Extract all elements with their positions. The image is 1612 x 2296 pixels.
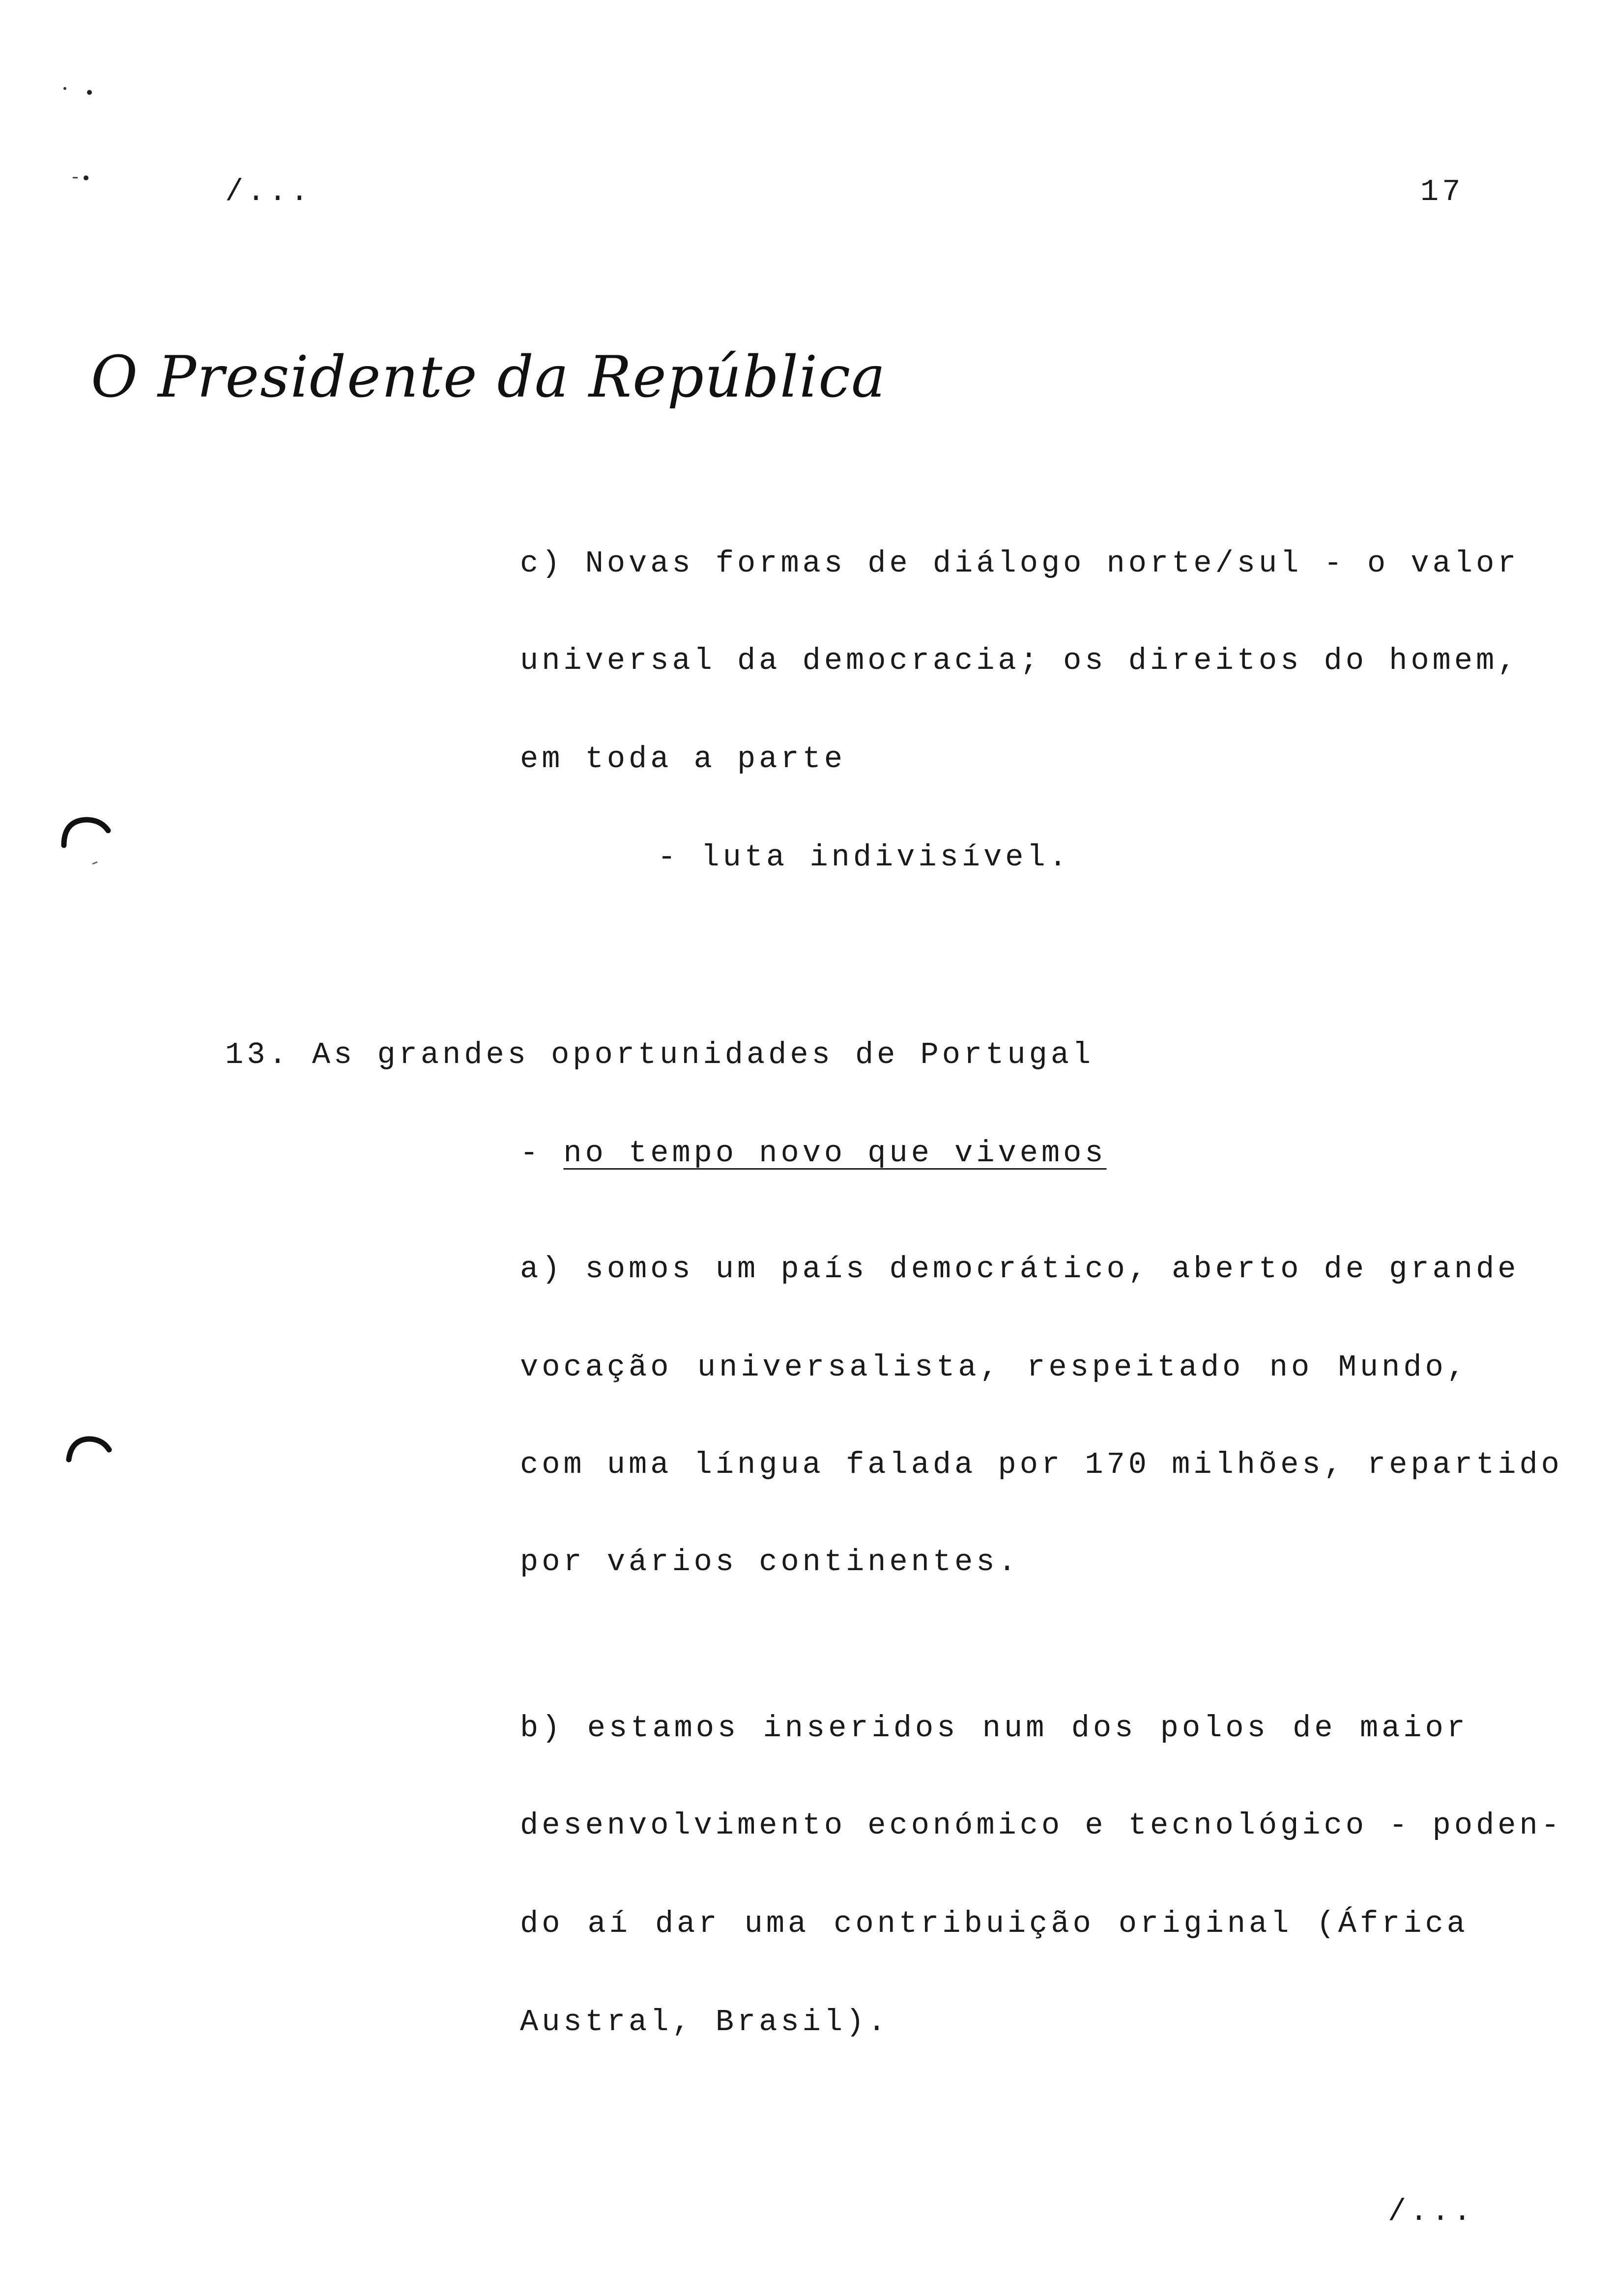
letterhead-title: O Presidente da República: [91, 344, 887, 410]
continuation-mark-bottom: /...: [1388, 2194, 1475, 2229]
item-a-line-2: vocação universalista, respeitado no Mundo,: [520, 1350, 1468, 1385]
margin-speck-marks: [59, 79, 98, 192]
section-c-line-3: em toda a parte: [520, 742, 846, 776]
item-b-line-4: Austral, Brasil).: [520, 2005, 890, 2039]
section-c-line-4: - luta indivisível.: [658, 840, 1070, 875]
section-13-heading: 13. As grandes oportunidades de Portugal: [225, 1037, 1094, 1072]
item-a-line-3: com uma língua falada por 170 milhões, repartido: [520, 1447, 1563, 1482]
subheading-dash: -: [520, 1136, 564, 1171]
item-b-line-2: desenvolvimento económico e tecnológico - poden-: [520, 1808, 1563, 1843]
continuation-mark-top: /...: [225, 174, 312, 209]
hole-punch-mark-lower: [64, 1430, 113, 1469]
item-a-line-4: por vários continentes.: [520, 1545, 1020, 1579]
page-number: 17: [1420, 174, 1464, 209]
item-a-line-1: a) somos um país democrático, aberto de grande: [520, 1252, 1520, 1287]
section-13-subheading: [520, 1138, 1107, 1169]
item-b-line-1: b) estamos inseridos num dos polos de maior: [520, 1711, 1468, 1746]
item-b-line-3: do aí dar uma contribuição original (África: [520, 1906, 1468, 1941]
subheading-underlined: no tempo novo que vivemos: [563, 1136, 1107, 1171]
hole-punch-mark-upper: [59, 811, 113, 870]
section-c-line-1: c) Novas formas de diálogo norte/sul - o valor: [520, 546, 1520, 581]
section-c-line-2: universal da democracia; os direitos do homem,: [520, 643, 1520, 678]
